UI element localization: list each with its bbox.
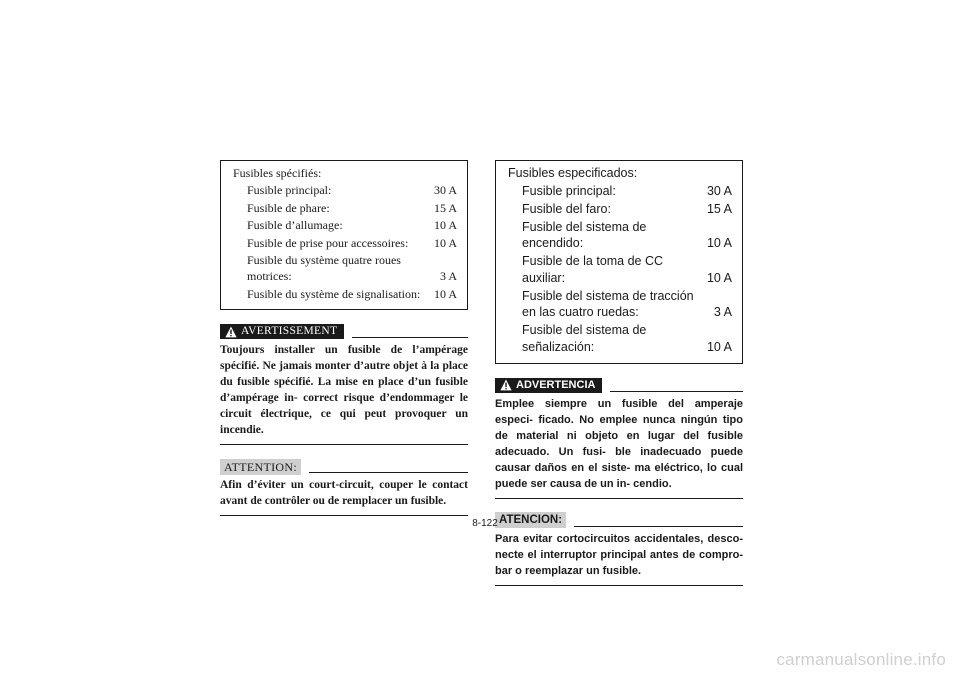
spec-row: [508, 219, 732, 252]
spec-name: Fusible del sistema de encendido:: [522, 219, 647, 250]
attention-header-fr: [220, 459, 468, 474]
spec-row: [233, 252, 457, 284]
spec-name: Fusible principal:: [522, 183, 616, 198]
fuse-spec-box-fr: [220, 160, 468, 310]
spec-name: Fusible del sistema de tracción en las cuatro ruedas:: [522, 288, 694, 319]
warning-triangle-icon: [500, 379, 512, 391]
spanish-column: [495, 160, 743, 586]
spec-value: 10 A: [433, 235, 457, 250]
spec-row: [233, 200, 457, 216]
french-column: [220, 160, 468, 516]
spec-name: Fusible del faro:: [522, 201, 611, 216]
warning-text-es: Emplee siempre un fusible del amperaje especi- ficado. No emplee nunca ningún tipo de material ni objeto en lugar del fusible adecuado. Un fusi- ble inadecuado puede causar daños en el siste- ma eléctrico, lo cual puede ser causa de un in- cendio.: [495, 397, 743, 490]
spec-title: Fusibles especificados:: [508, 166, 638, 180]
watermark: carmanualsonline.info: [776, 650, 946, 669]
spec-name: Fusible du système quatre roues motrices:: [247, 253, 401, 283]
section-divider: [220, 444, 468, 445]
warning-label: [220, 324, 344, 339]
spec-name: Fusible de prise pour accessoires:: [247, 235, 409, 250]
spec-name: Fusible de la toma de CC auxiliar:: [522, 254, 664, 285]
spec-row: [233, 235, 457, 251]
spec-value: 10 A: [706, 270, 732, 285]
spec-value: 10 A: [706, 236, 732, 250]
spec-name: Fusible d’allumage:: [247, 218, 343, 232]
spec-row: [233, 286, 457, 302]
header-underline: [309, 472, 468, 473]
spec-value: 10 A: [433, 218, 457, 232]
spec-row: [508, 288, 732, 321]
warning-header-fr: [220, 324, 468, 339]
spec-value: 30 A: [706, 183, 732, 198]
warning-label: [495, 378, 602, 393]
spec-value: 15 A: [706, 201, 732, 216]
spec-row: [508, 253, 732, 286]
page-number: 8-122: [472, 518, 498, 529]
spec-title: Fusibles spécifiés:: [233, 166, 322, 180]
spec-name: Fusible de phare:: [247, 200, 330, 215]
spec-row: [508, 201, 732, 218]
header-underline: [610, 391, 743, 392]
warning-label-text: ADVERTENCIA: [516, 378, 596, 391]
spec-value: 3 A: [439, 269, 457, 283]
spec-value: 3 A: [713, 305, 732, 319]
spec-name: Fusible del sistema de señalización:: [522, 323, 647, 354]
spec-value: 10 A: [433, 286, 457, 301]
attention-header-es: [495, 513, 743, 528]
spec-row: [233, 217, 457, 233]
attention-text-fr: Afin d’éviter un court-circuit, couper le contact avant de contrôler ou de remplacer un fusible.: [220, 479, 468, 507]
spec-name: Fusible du système de signalisation:: [247, 286, 421, 301]
attention-label: ATENCION:: [495, 512, 566, 528]
header-underline: [574, 526, 743, 527]
fuse-spec-box-es: [495, 160, 743, 364]
section-divider: [495, 585, 743, 586]
spec-name: Fusible principal:: [247, 183, 332, 197]
section-divider: [495, 498, 743, 499]
spec-row: [233, 182, 457, 198]
attention-label: ATTENTION:: [220, 459, 301, 475]
spec-value: 30 A: [433, 183, 457, 197]
warning-triangle-icon: [225, 326, 237, 338]
spec-value: 15 A: [433, 200, 457, 215]
warning-text-fr: Toujours installer un fusible de l’ampérage spécifié. Ne jamais monter d’autre objet à la place du fusible spécifié. La mise en place d’un fusible d’ampérage in- correct risque d’endommager le circuit électrique, ce qui peut provoquer un incendie.: [220, 344, 468, 436]
section-divider: [220, 515, 468, 516]
spec-row: [508, 183, 732, 200]
warning-header-es: [495, 378, 743, 393]
spec-row: [508, 322, 732, 355]
spec-value: 10 A: [706, 339, 732, 354]
attention-text-es: Para evitar cortocircuitos accidentales, desco- necte el interruptor principal antes de compro- bar o reemplazar un fusible.: [495, 532, 743, 577]
header-underline: [352, 337, 468, 338]
warning-label-text: AVERTISSEMENT: [241, 325, 338, 337]
